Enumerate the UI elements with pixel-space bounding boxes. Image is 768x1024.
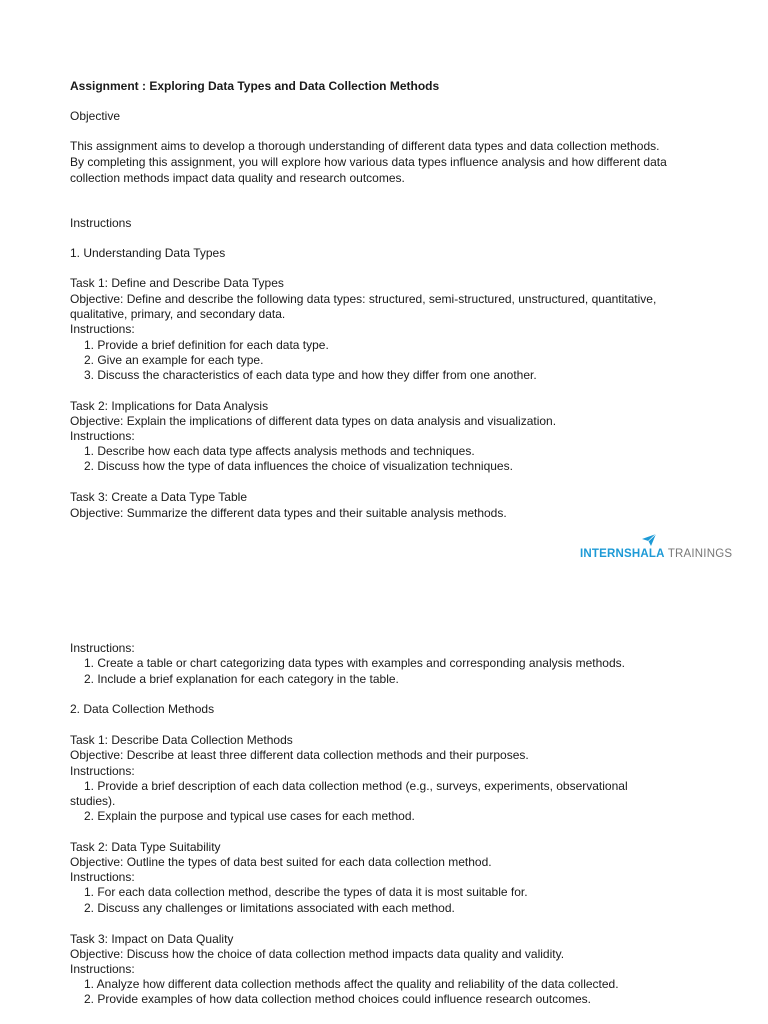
instructions-label: Instructions: bbox=[70, 870, 135, 884]
paper-plane-icon bbox=[642, 534, 656, 546]
logo-text-internshala: INTERNSHALA bbox=[580, 548, 665, 560]
task-objective: Objective: Summarize the different data types and their suitable analysis methods. bbox=[70, 506, 507, 520]
task-title: Task 2: Implications for Data Analysis bbox=[70, 399, 269, 413]
task-title: Task 3: Impact on Data Quality bbox=[70, 932, 234, 946]
list-item-wrap: studies). bbox=[70, 794, 116, 808]
list-item: 1. Create a table or chart categorizing data types with examples and corresponding analysis methods. bbox=[84, 656, 625, 670]
task-objective: Objective: Discuss how the choice of data collection method impacts data quality and validity. bbox=[70, 947, 565, 961]
intro-line: By completing this assignment, you will explore how various data types influence analysis and how different data bbox=[70, 155, 667, 169]
task-objective: Objective: Define and describe the following data types: structured, semi-structured, unstructured, quantitative, bbox=[70, 292, 657, 306]
instructions-label: Instructions: bbox=[70, 962, 135, 976]
task-title: Task 3: Create a Data Type Table bbox=[70, 490, 247, 504]
section2-heading: 2. Data Collection Methods bbox=[70, 702, 215, 716]
instructions-label: Instructions: bbox=[70, 764, 135, 778]
task-objective: Objective: Describe at least three different data collection methods and their purposes. bbox=[70, 748, 529, 762]
list-item: 2. Provide examples of how data collection method choices could influence research outcomes. bbox=[84, 992, 591, 1006]
list-item: 1. Provide a brief definition for each data type. bbox=[84, 338, 329, 352]
task-objective: Objective: Explain the implications of different data types on data analysis and visualization. bbox=[70, 414, 557, 428]
section1-heading: 1. Understanding Data Types bbox=[70, 246, 226, 260]
list-item: 3. Discuss the characteristics of each data type and how they differ from one another. bbox=[84, 368, 537, 382]
intro-line: collection methods impact data quality and research outcomes. bbox=[70, 171, 405, 185]
instructions-label: Instructions: bbox=[70, 322, 135, 336]
list-item: 2. Give an example for each type. bbox=[84, 353, 264, 367]
task-title: Task 1: Define and Describe Data Types bbox=[70, 276, 284, 290]
task-title: Task 2: Data Type Suitability bbox=[70, 840, 221, 854]
list-item: 2. Explain the purpose and typical use cases for each method. bbox=[84, 809, 415, 823]
list-item: 1. Analyze how different data collection methods affect the quality and reliability of the data collected. bbox=[84, 977, 619, 991]
instructions-label: Instructions: bbox=[70, 429, 135, 443]
list-item: 2. Discuss any challenges or limitations associated with each method. bbox=[84, 901, 455, 915]
list-item: 1. For each data collection method, describe the types of data it is most suitable for. bbox=[84, 885, 528, 899]
list-item: 1. Provide a brief description of each data collection method (e.g., surveys, experiments, observational bbox=[84, 779, 628, 793]
task-objective: qualitative, primary, and secondary data. bbox=[70, 307, 286, 321]
assignment-title: Assignment : Exploring Data Types and Data Collection Methods bbox=[70, 79, 440, 93]
logo-text-trainings: TRAININGS bbox=[667, 548, 733, 560]
internshala-logo bbox=[580, 534, 733, 566]
task-title: Task 1: Describe Data Collection Methods bbox=[70, 733, 293, 747]
list-item: 2. Discuss how the type of data influences the choice of visualization techniques. bbox=[84, 459, 513, 473]
instructions-label: Instructions: bbox=[70, 641, 135, 655]
objective-heading: Objective bbox=[70, 109, 121, 123]
intro-line: This assignment aims to develop a thorough understanding of different data types and data collection methods. bbox=[70, 139, 660, 153]
list-item: 1. Describe how each data type affects analysis methods and techniques. bbox=[84, 444, 475, 458]
instructions-heading: Instructions bbox=[70, 216, 132, 230]
list-item: 2. Include a brief explanation for each category in the table. bbox=[84, 672, 399, 686]
task-objective: Objective: Outline the types of data best suited for each data collection method. bbox=[70, 855, 492, 869]
